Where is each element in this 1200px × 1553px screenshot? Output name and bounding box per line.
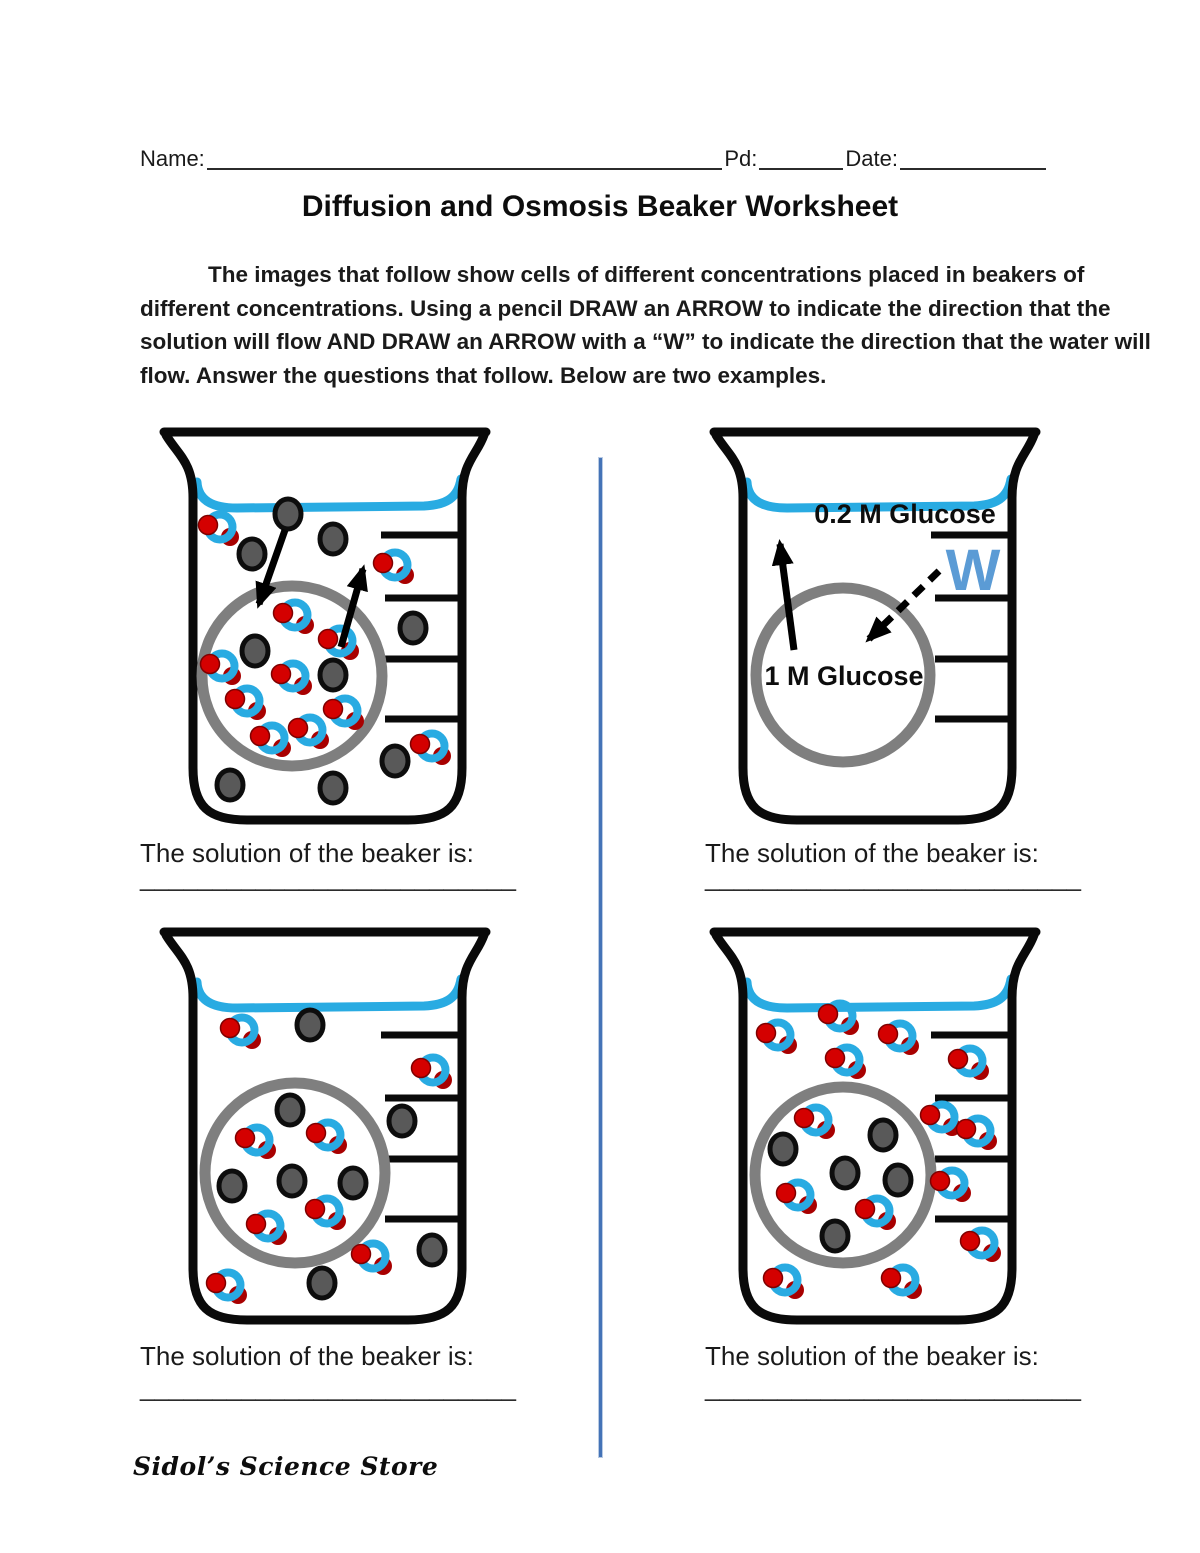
water-molecule [764, 1268, 805, 1300]
hydrogen-atom [221, 1019, 240, 1038]
hydrogen-atom [856, 1200, 875, 1219]
hydrogen-atom [289, 719, 308, 738]
water-molecule [412, 1058, 453, 1090]
answer-blank-top-left: __________________________ [140, 862, 516, 892]
hydrogen-atom [882, 1269, 901, 1288]
water-molecule [199, 515, 240, 547]
solute-particle [309, 1268, 335, 1298]
solute-particle [320, 773, 346, 803]
header-fill-in-row [140, 144, 1048, 171]
water-flow-arrow [869, 571, 939, 639]
hydrogen-atom [412, 1059, 431, 1078]
answer-blank-bottom-right: __________________________ [705, 1372, 1081, 1402]
date-blank-line [900, 144, 1046, 170]
water-molecule [921, 1105, 962, 1137]
name-blank-line [207, 144, 723, 170]
hydrogen-atom [795, 1109, 814, 1128]
water-molecule [826, 1048, 867, 1080]
solute-particle [419, 1235, 445, 1265]
page-title: Diffusion and Osmosis Beaker Worksheet [301, 190, 899, 223]
hydrogen-atom [374, 554, 393, 573]
hydrogen-atom [879, 1025, 898, 1044]
instructions-paragraph [140, 258, 1151, 392]
water-molecule [289, 718, 330, 750]
hydrogen-atom [921, 1106, 940, 1125]
hydrogen-atom [319, 630, 338, 649]
water-molecule [306, 1199, 347, 1231]
solute-particle [822, 1221, 848, 1251]
date-label: Date: [845, 145, 898, 171]
water-molecule [795, 1108, 836, 1140]
hydrogen-atom [819, 1005, 838, 1024]
hydrogen-atom [201, 655, 220, 674]
water-molecule [931, 1171, 972, 1203]
water-molecule [247, 1214, 288, 1246]
hydrogen-atom [961, 1232, 980, 1251]
water-molecule [207, 1273, 248, 1305]
hydrogen-atom [207, 1274, 226, 1293]
solute-particle [885, 1165, 911, 1195]
instructions-line: flow. Answer the questions that follow. Below are two examples. [140, 362, 827, 388]
column-divider-line [599, 458, 602, 1457]
water-letter: W [945, 538, 1001, 603]
solute-particle [242, 636, 268, 666]
solute-particle [279, 1166, 305, 1196]
hydrogen-atom [247, 1215, 266, 1234]
solute-particle [217, 770, 243, 800]
answer-blank-bottom-left: __________________________ [140, 1372, 516, 1402]
solute-particle [219, 1171, 245, 1201]
water-surface-line [747, 979, 1011, 1008]
water-molecule [274, 603, 315, 635]
footer-credit: Sidol’s Science Store [133, 1452, 439, 1481]
hydrogen-atom [272, 665, 291, 684]
beaker-drawing-bottom-right [690, 918, 1090, 1350]
water-molecule [324, 699, 365, 731]
beaker-drawing-top-left [140, 418, 540, 850]
hydrogen-atom [411, 735, 430, 754]
water-molecule [882, 1268, 923, 1300]
hydrogen-atom [226, 690, 245, 709]
solute-particle [400, 613, 426, 643]
hydrogen-atom [199, 516, 218, 535]
solute-particle [239, 539, 265, 569]
solution-prompt-top-left: The solution of the beaker is: [140, 838, 474, 868]
water-molecule [226, 689, 267, 721]
water-molecule [307, 1123, 348, 1155]
solute-particle [320, 524, 346, 554]
hydrogen-atom [826, 1049, 845, 1068]
water-molecule [949, 1049, 990, 1081]
instructions-line: The images that follow show cells of different concentrations placed in beakers of [208, 262, 1085, 287]
hydrogen-atom [931, 1172, 950, 1191]
water-molecule [957, 1119, 998, 1151]
water-molecule [879, 1024, 920, 1056]
beaker-drawing-bottom-left [140, 918, 540, 1350]
solution-prompt-top-right: The solution of the beaker is: [705, 838, 1039, 868]
water-molecule [221, 1018, 262, 1050]
hydrogen-atom [757, 1024, 776, 1043]
solute-particle [389, 1106, 415, 1136]
water-molecule [961, 1231, 1002, 1263]
beaker-figure-bottom-right [690, 918, 1090, 1350]
solute-particle [832, 1158, 858, 1188]
instructions-line: different concentrations. Using a pencil DRAW an ARROW to indicate the direction that the [140, 295, 1111, 321]
hydrogen-atom [352, 1245, 371, 1264]
answer-blank-top-right: __________________________ [705, 862, 1081, 892]
cell-label: 1 M Glucose [764, 661, 924, 691]
beaker-figure-bottom-left [140, 918, 540, 1350]
hydrogen-atom [324, 700, 343, 719]
solute-particle [320, 660, 346, 690]
water-molecule [236, 1128, 277, 1160]
hydrogen-atom [777, 1184, 796, 1203]
water-molecule [352, 1244, 393, 1276]
solution-flow-arrow [780, 544, 794, 650]
solute-particle [275, 499, 301, 529]
water-molecule [411, 734, 452, 766]
solute-particle [340, 1168, 366, 1198]
hydrogen-atom [236, 1129, 255, 1148]
hydrogen-atom [274, 604, 293, 623]
solute-particle [277, 1095, 303, 1125]
water-surface-line [197, 979, 461, 1008]
water-molecule [777, 1183, 818, 1215]
name-label: Name: [140, 145, 205, 171]
instructions-line: solution will flow AND DRAW an ARROW with a “W” to indicate the direction that the water will [140, 329, 1151, 354]
hydrogen-atom [957, 1120, 976, 1139]
pd-blank-line [759, 144, 843, 170]
solution-prompt-bottom-right: The solution of the beaker is: [705, 1341, 1039, 1371]
water-molecule [374, 553, 415, 585]
water-molecule [757, 1023, 798, 1055]
hydrogen-atom [949, 1050, 968, 1069]
water-molecule [272, 664, 313, 696]
hydrogen-atom [251, 727, 270, 746]
pd-label: Pd: [724, 145, 758, 171]
solute-particle [870, 1120, 896, 1150]
beaker-figure-top-left [140, 418, 540, 850]
hydrogen-atom [307, 1124, 326, 1143]
water-molecule [856, 1199, 897, 1231]
water-surface-line [197, 479, 461, 508]
solute-particle [770, 1134, 796, 1164]
beaker-figure-top-right [690, 418, 1090, 850]
solution-label: 0.2 M Glucose [814, 499, 996, 529]
solution-prompt-bottom-left: The solution of the beaker is: [140, 1341, 474, 1371]
hydrogen-atom [764, 1269, 783, 1288]
water-molecule [251, 726, 292, 758]
solute-particle [382, 746, 408, 776]
solute-particle [297, 1010, 323, 1040]
hydrogen-atom [306, 1200, 325, 1219]
beaker-drawing-top-right [690, 418, 1090, 850]
